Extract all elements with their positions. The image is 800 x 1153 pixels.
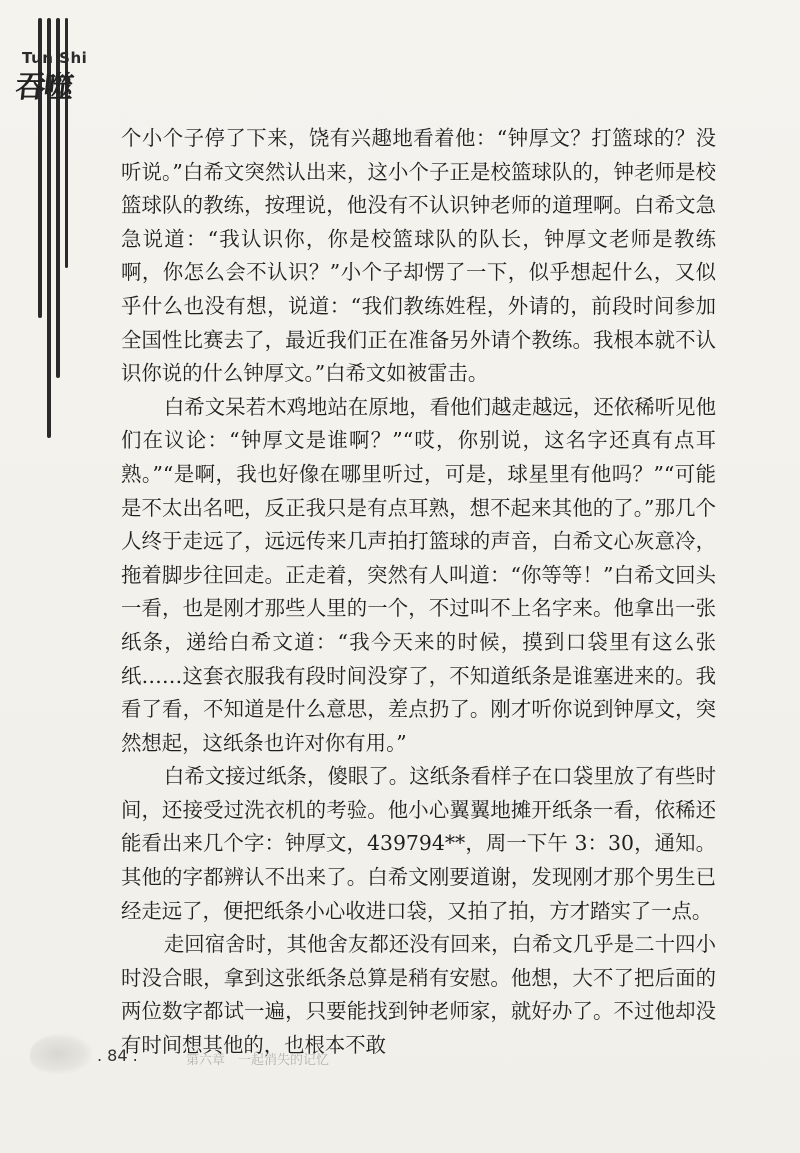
book-title-logo: 吞噬: [13, 70, 74, 105]
paragraph-1: 个小个子停了下来，饶有兴趣地看着他：“钟厚文？打篮球的？没听说。”白希文突然认出来，这小个子正是校篮球队的，钟老师是校篮球队的教练，按理说，他没有不认识钟老师的道理啊。白希文急急说道：“我认识你，你是校篮球队的队长，钟厚文老师是教练啊，你怎么会不认识？”小个子却愣了一下，似乎想起什么，又似乎什么也没有想，说道：“我们教练姓程，外请的，前段时间参加全国性比赛去了，最近我们正在准备另外请个教练。我根本就不认识你说的什么钟厚文。”白希文如被雷击。: [121, 126, 716, 386]
footer-ornament: [30, 1034, 92, 1074]
page-number: . 84 .: [97, 1046, 138, 1065]
book-title-pinyin: Tun Shi: [22, 49, 88, 67]
paragraph-4: 走回宿舍时，其他舍友都还没有回来，白希文几乎是二十四小时没合眼，拿到这张纸条总算是稍有安慰。他想，大不了把后面的两位数字都试一遍，只要能找到钟老师家，就好办了。不过他却没有时间想其他的，也根本不敢: [121, 932, 716, 1058]
page-footer: [0, 1030, 800, 1090]
paragraph-3: 白希文接过纸条，傻眼了。这纸条看样子在口袋里放了有些时间，还接受过洗衣机的考验。他小心翼翼地摊开纸条一看，依稀还能看出来几个字：钟厚文，439794**，周一下午 3：30，通知。其他的字都辨认不出来了。白希文刚要道谢，发现刚才那个男生已经走远了，便把纸条小心收进口袋，又拍了拍，方才踏实了一点。: [121, 764, 716, 923]
body-text: [121, 122, 716, 1063]
paragraph-2: 白希文呆若木鸡地站在原地，看他们越走越远，还依稀听见他们在议论：“钟厚文是谁啊？”“哎，你别说，这名字还真有点耳熟。”“是啊，我也好像在哪里听过，可是，球星里有他吗？”“可能是不太出名吧，反正我只是有点耳熟，想不起来其他的了。”那几个人终于走远了，远远传来几声拍打篮球的声音，白希文心灰意冷，拖着脚步往回走。正走着，突然有人叫道：“你等等！”白希文回头一看，也是刚才那些人里的一个，不过叫不上名字来。他拿出一张纸条，递给白希文道：“我今天来的时候，摸到口袋里有这么张纸……这套衣服我有段时间没穿了，不知道纸条是谁塞进来的。我看了看，不知道是什么意思，差点扔了。刚才听你说到钟厚文，突然想起，这纸条也许对你有用。”: [121, 394, 716, 755]
chapter-title: 第六章 一起消失的记忆: [186, 1053, 330, 1068]
